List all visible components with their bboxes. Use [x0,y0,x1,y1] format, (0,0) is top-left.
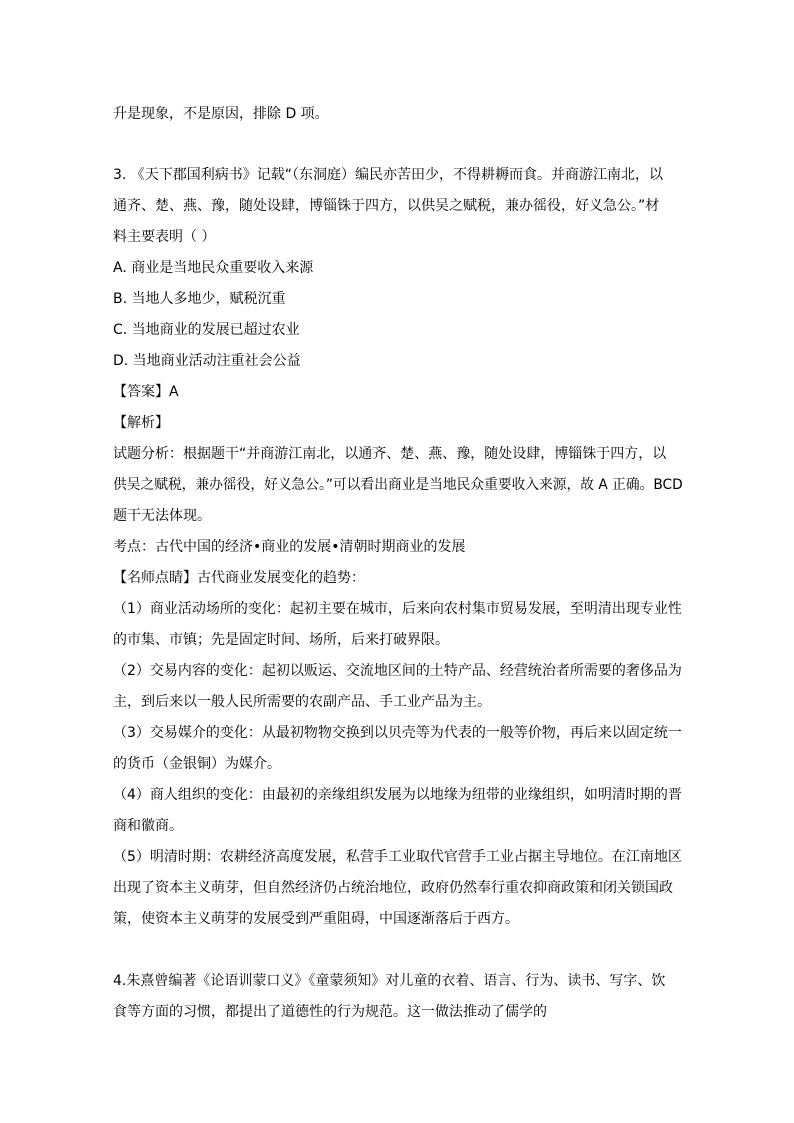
q3-tip-line-4: 主，到后来以一般人民所需要的农副产品、手工业产品为主。 [113,694,491,710]
q3-tip-line-11: 策，使资本主义萌芽的发展受到严重阻碍，中国逐渐落后于西方。 [113,911,519,927]
q3-tip-line-6: 的货币（金银铜）为媒介。 [113,756,281,772]
q3-analysis-line-1: 试题分析：根据题干“并商游江南北，以通齐、楚、燕、豫，随处设肆，博锱铢于四方，以 [113,446,667,462]
q3-kaodian: 考点：古代中国的经济•商业的发展•清朝时期商业的发展 [113,539,466,555]
prev-question-tail: 升是现象，不是原因，排除 D 项。 [113,106,329,122]
q3-tip-line-5: （3）交易媒介的变化：从最初物物交换到以贝壳等为代表的一般等价物，再后来以固定统一 [113,725,682,741]
q3-stem-line-2: 通齐、楚、燕、豫，随处设肆，博锱铢于四方，以供吴之赋税，兼办徭役，好义急公。”材 [113,198,660,214]
q3-tip-line-8: 商和徽商。 [113,818,183,834]
q3-tip-line-10: 出现了资本主义萌芽，但自然经济仍占统治地位，政府仍然奉行重农抑商政策和闭关锁国政 [113,880,673,896]
q3-option-b: B. 当地人多地少，赋税沉重 [113,291,286,307]
q3-analysis-line-2: 供吴之赋税，兼办徭役，好义急公。”可以看出商业是当地民众重要收入来源，故 A 正确。BCD [113,477,683,493]
q3-tips-heading: 【名师点睛】古代商业发展变化的趋势： [113,570,365,586]
q3-option-a: A. 商业是当地民众重要收入来源 [113,260,314,276]
q4-stem-line-1: 4.朱熹曾编著《论语训蒙口义》《童蒙须知》对儿童的衣着、语言、行为、读书、写字、饮 [113,973,666,989]
q3-stem-line-1: 3. 《天下郡国利病书》记载“（东洞庭）编民亦苦田少，不得耕耨而食。并商游江南北，以 [113,167,664,183]
q3-stem-line-3: 料主要表明（ ） [113,229,216,245]
q3-analysis-heading: 【解析】 [113,415,169,431]
q3-tip-line-2: 的市集、市镇；先是固定时间、场所，后来打破界限。 [113,632,449,648]
q3-answer: 【答案】A [113,384,179,400]
q3-option-c: C. 当地商业的发展已超过农业 [113,322,300,338]
q3-tip-line-1: （1）商业活动场所的变化：起初主要在城市，后来向农村集市贸易发展，至明清出现专业性 [113,601,682,617]
q3-tip-line-9: （5）明清时期：农耕经济高度发展，私营手工业取代官营手工业占据主导地位。在江南地区 [113,849,682,865]
q4-stem-line-2: 食等方面的习惯，都提出了道德性的行为规范。这一做法推动了儒学的 [113,1004,547,1020]
q3-tip-line-7: （4）商人组织的变化：由最初的亲缘组织发展为以地缘为纽带的业缘组织，如明清时期的晋 [113,787,682,803]
q3-analysis-line-3: 题干无法体现。 [113,508,211,524]
q3-tip-line-3: （2）交易内容的变化：起初以贩运、交流地区间的土特产品、经营统治者所需要的奢侈品为 [113,663,682,679]
q3-option-d: D. 当地商业活动注重社会公益 [113,353,301,369]
